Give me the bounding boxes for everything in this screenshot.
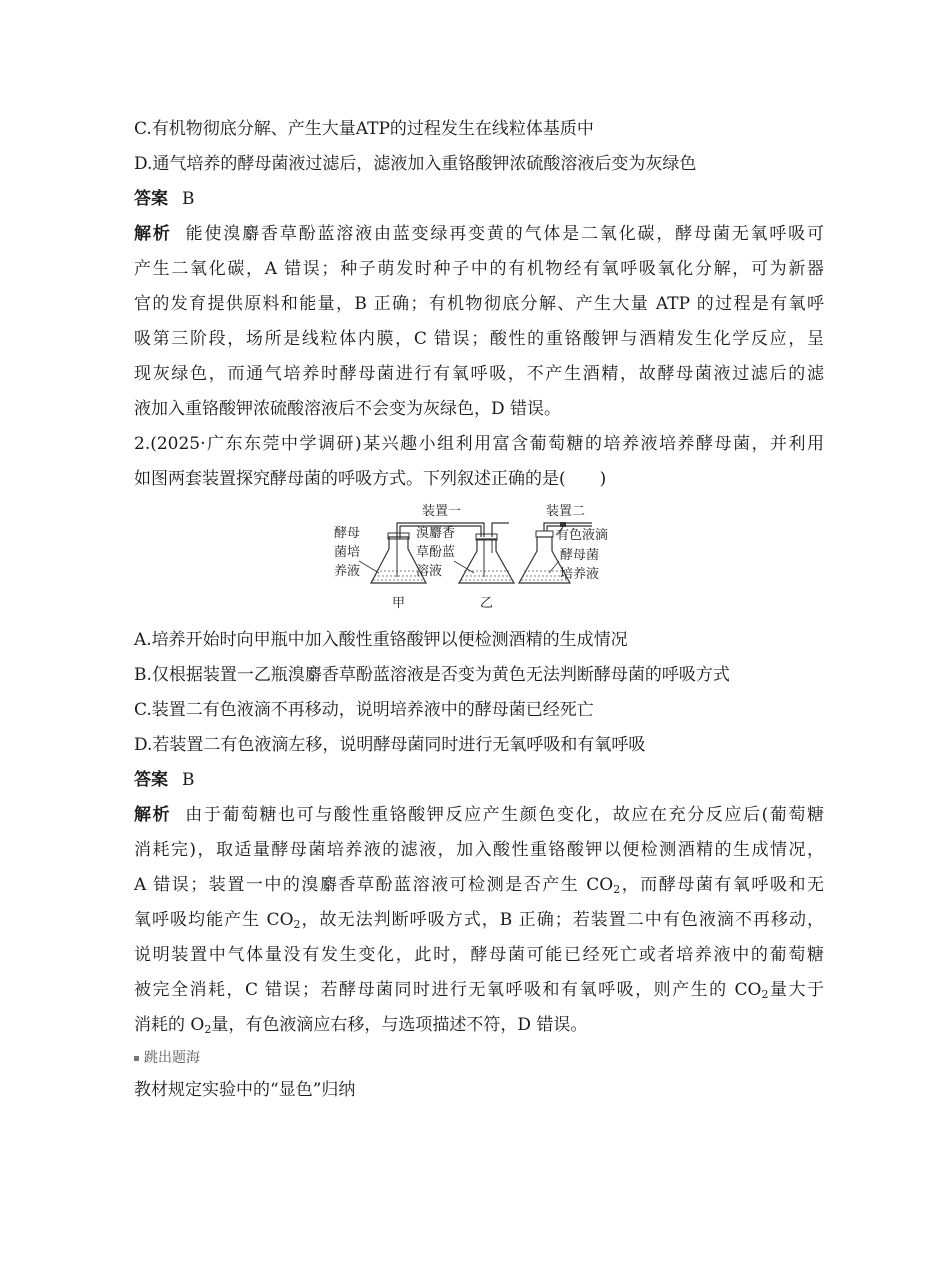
analysis-line: 能使溴麝香草酚蓝溶液由蓝变绿再变黄的气体是二氧化碳，酵母菌无氧呼吸可: [185, 224, 825, 244]
q1-option-c: C.有机物彻底分解、产生大量ATP的过程发生在线粒体基质中: [134, 119, 594, 139]
left-label-1: 酵母: [334, 526, 361, 541]
analysis-line: 产生二氧化碳，A 错误；种子萌发时种子中的有机物经有氧呼吸氧化分解，可为新器: [134, 259, 824, 279]
answer-label: 答案: [134, 189, 168, 209]
analysis-line: A 错误；装置一中的溴麝香草酚蓝溶液可检测是否产生 $CO_2$，而酵母菌有氧呼吸和无: [134, 875, 824, 896]
left-label-2: 菌培: [334, 545, 361, 560]
section-title: 教材规定实验中的“显色”归纳: [134, 1080, 356, 1100]
stem-line: 如图两套装置探究酵母菌的呼吸方式。下列叙述正确的是( ): [134, 469, 607, 489]
q2-option-c: C.装置二有色液滴不再移动，说明培养液中的酵母菌已经死亡: [134, 700, 594, 720]
flask-yi-label: 乙: [480, 596, 494, 611]
tube-out: [492, 523, 509, 537]
q1-answer: [134, 182, 824, 217]
right-label-1: 酵母菌: [560, 548, 600, 563]
document-page: [134, 112, 824, 1108]
analysis-line: 现灰绿色，而通气培养时酵母菌进行有氧呼吸，不产生酒精，故酵母菌液过滤后的滤: [134, 364, 824, 384]
colored-droplet: [560, 522, 566, 527]
device2-label: 装置二: [546, 504, 586, 519]
answer-value: B: [182, 770, 195, 790]
apparatus-diagram: [334, 501, 624, 619]
flask-yi: [459, 534, 514, 583]
analysis-line: 消耗的 $O_2$量，有色液滴应右移，与选项描述不符，D 错误。: [134, 1015, 588, 1036]
analysis-line: 吸第三阶段，场所是线粒体内膜，C 错误；酸性的重铬酸钾与酒精发生化学反应，呈: [134, 329, 824, 349]
q1-analysis: [134, 217, 824, 427]
analysis-line: 被完全消耗，C 错误；若酵母菌同时进行无氧呼吸和有氧呼吸，则产生的 $CO_2$量大于: [134, 980, 825, 1001]
mid-label-2: 草酚蓝: [416, 545, 456, 560]
stem-line: 2.(2025·广东东莞中学调研)某兴趣小组利用富含葡萄糖的培养液培养酵母菌，并利用: [134, 434, 824, 454]
analysis-line: 由于葡萄糖也可与酸性重铬酸钾反应产生颜色变化，故应在充分反应后(葡萄糖: [185, 805, 824, 825]
analysis-label: 解析: [134, 805, 172, 825]
left-label-3: 养液: [334, 564, 361, 579]
bullet-icon: [134, 1056, 139, 1061]
apparatus-figure: [134, 501, 824, 621]
q2-option-a: A.培养开始时向甲瓶中加入酸性重铬酸钾以便检测酒精的生成情况: [134, 630, 628, 650]
analysis-line: 液加入重铬酸钾浓硫酸溶液后不会变为灰绿色，D 错误。: [134, 399, 562, 419]
analysis-line: 消耗完)，取适量酵母菌培养液的滤液，加入酸性重铬酸钾以便检测酒精的生成情况，: [134, 840, 824, 860]
q2-stem: [134, 427, 824, 497]
q1-option-d: D.通气培养的酵母菌液过滤后，滤液加入重铬酸钾浓硫酸溶液后变为灰绿色: [134, 154, 697, 174]
flask-jia-label: 甲: [392, 596, 406, 611]
droplet-label: 有色液滴: [556, 528, 609, 543]
q2-answer: [134, 763, 824, 798]
analysis-line: 氧呼吸均能产生 $CO_2$，故无法判断呼吸方式，B 正确；若装置二中有色液滴不再移动，: [134, 910, 824, 931]
q2-option-b: B.仅根据装置一乙瓶溴麝香草酚蓝溶液是否变为黄色无法判断酵母菌的呼吸方式: [134, 665, 730, 685]
analysis-line: 官的发育提供原料和能量，B 正确；有机物彻底分解、产生大量 ATP 的过程是有氧呼: [134, 294, 824, 314]
analysis-label: 解析: [134, 224, 172, 244]
right-label-2: 培养液: [560, 567, 600, 582]
q2-option-d: D.若装置二有色液滴左移，说明酵母菌同时进行无氧呼吸和有氧呼吸: [134, 735, 646, 755]
mid-label-3: 溶液: [416, 564, 443, 579]
mid-label-1: 溴麝香: [416, 526, 456, 541]
answer-value: B: [182, 189, 195, 209]
q2-analysis: [134, 798, 824, 1043]
section-tag-label: 跳出题海: [144, 1050, 200, 1066]
section-tag: [134, 1043, 824, 1073]
analysis-line: 说明装置中气体量没有发生变化，此时，酵母菌可能已经死亡或者培养液中的葡萄糖: [134, 945, 824, 965]
device1-label: 装置一: [422, 504, 462, 519]
answer-label: 答案: [134, 770, 168, 790]
